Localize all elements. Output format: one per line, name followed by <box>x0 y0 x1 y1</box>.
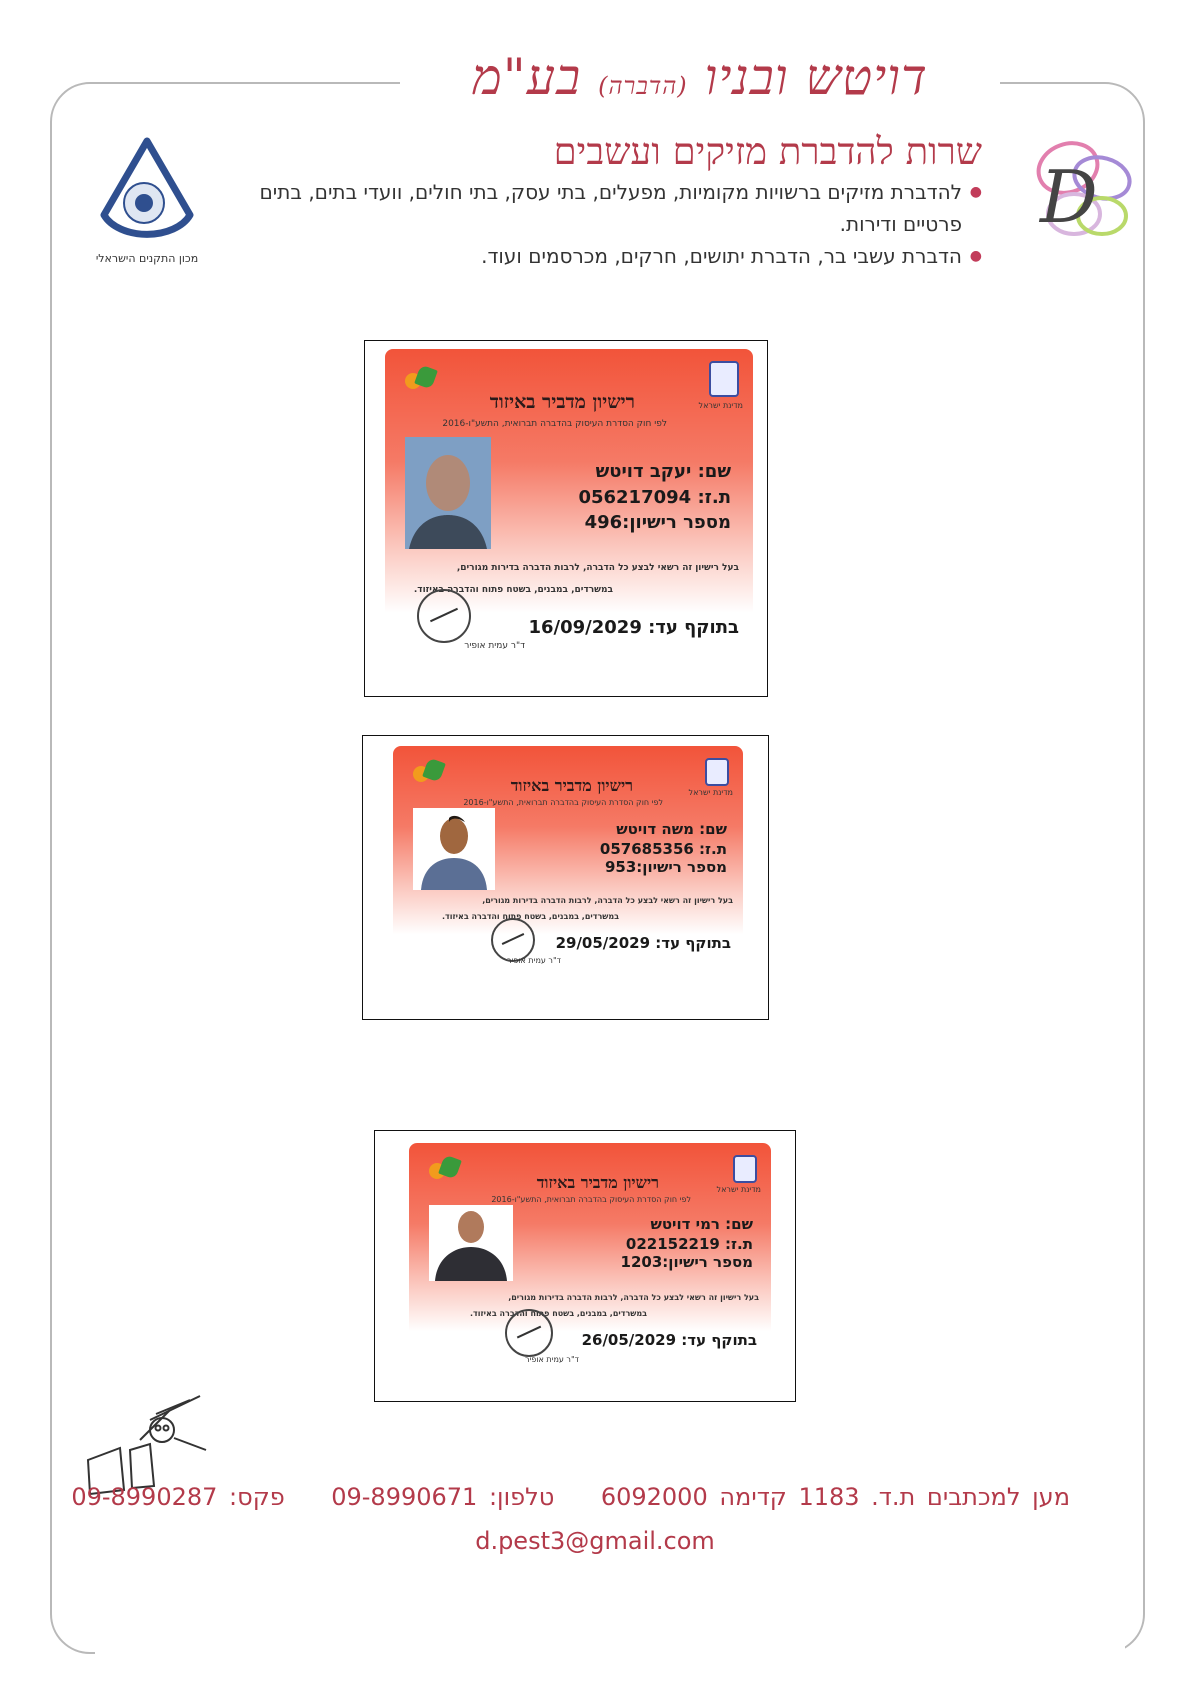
license-card <box>409 1143 771 1373</box>
footer-phone: טלפון: 09-8990671 <box>331 1483 555 1511</box>
standards-institute-logo <box>92 135 202 265</box>
footer-address: מען למכתבים ת.ד. 1183 קדימה 6092000 <box>600 1483 1070 1511</box>
card-title: רישיון מדביר באיזוד <box>489 391 635 413</box>
card-title: רישיון מדביר באיזוד <box>510 776 633 795</box>
holder-name: שם: רמי דויטש <box>650 1215 753 1233</box>
valid-until: בתוקף עד: 26/05/2029 <box>581 1331 757 1349</box>
service-item: ● הדברת עשבי בר, הדברת יתושים, חרקים, מכרסמים ועוד. <box>222 240 982 272</box>
footer-contact <box>71 1483 1070 1511</box>
valid-until: בתוקף עד: 16/09/2029 <box>528 617 739 638</box>
holder-photo <box>405 437 491 549</box>
card-title: רישיון מדביר באיזוד <box>536 1173 659 1192</box>
company-name <box>410 48 990 106</box>
footer-fax: פקס: 09-8990287 <box>71 1483 285 1511</box>
signer-name: ד"ר עמית אופיר <box>464 641 525 651</box>
holder-name: שם: יעקב דויטש <box>595 461 731 482</box>
ministry-logo-icon <box>423 1149 467 1189</box>
holder-id: ת.ז: 022152219 <box>625 1235 753 1253</box>
butterfly-logo-icon <box>1010 130 1140 250</box>
state-emblem-icon <box>709 361 739 397</box>
card-frame <box>364 340 768 697</box>
card-frame <box>362 735 769 1020</box>
card-note: בעל רישיון זה רשאי לבצע כל הדברה, לרבות הדברה בדירות מגורים, <box>508 1293 759 1302</box>
card-note: במשרדים, במבנים, בשטח פתוח והדברה באיזוד. <box>413 585 613 595</box>
service-list <box>222 176 982 272</box>
svg-text:D: D <box>1040 155 1098 239</box>
license-number: מספר רישיון:496 <box>584 512 731 533</box>
state-emblem-icon <box>705 758 729 786</box>
standards-logo-caption: מכון התקנים הישראלי <box>95 252 199 265</box>
card-note: במשרדים, במבנים, בשטח פתוח והדברה באיזוד. <box>441 912 619 921</box>
card-note: במשרדים, במבנים, בשטח פתוח והדברה באיזוד. <box>469 1309 647 1318</box>
holder-id: ת.ז: 056217094 <box>578 487 731 508</box>
holder-photo <box>429 1205 513 1281</box>
signer-name: ד"ר עמית אופיר <box>525 1355 579 1364</box>
frame-gap-bottom <box>95 1600 1125 1680</box>
license-card <box>385 349 753 671</box>
signer-name: ד"ר עמית אופיר <box>507 956 561 965</box>
card-subtitle: לפי חוק הסדרת העיסוק בהדברה תברואית, התשע"ו-2016 <box>442 419 667 429</box>
stamp-icon <box>505 1309 553 1357</box>
license-card <box>393 746 743 976</box>
state-label: מדינת ישראל <box>688 788 733 797</box>
holder-name: שם: משה דויטש <box>616 820 727 838</box>
service-item: ● להדברת מזיקים ברשויות מקומיות, מפעלים, בתי עסק, בתי חולים, וועדי בתים, בתים פרטיים ודירות. <box>222 176 982 240</box>
ministry-logo-icon <box>407 752 451 792</box>
valid-until: בתוקף עד: 29/05/2029 <box>555 934 731 952</box>
card-note: בעל רישיון זה רשאי לבצע כל הדברה, לרבות הדברה בדירות מגורים, <box>456 563 739 573</box>
footer-email[interactable]: d.pest3@gmail.com <box>475 1527 715 1555</box>
card-note: בעל רישיון זה רשאי לבצע כל הדברה, לרבות הדברה בדירות מגורים, <box>482 896 733 905</box>
stamp-icon <box>417 589 471 643</box>
state-label: מדינת ישראל <box>698 401 743 410</box>
license-number: מספר רישיון:953 <box>604 858 727 876</box>
holder-photo <box>413 808 495 890</box>
state-emblem-icon <box>733 1155 757 1183</box>
card-subtitle: לפי חוק הסדרת העיסוק בהדברה תברואית, התשע"ו-2016 <box>491 1195 691 1204</box>
state-label: מדינת ישראל <box>716 1185 761 1194</box>
company-name-suffix: בע"מ <box>472 48 582 106</box>
card-subtitle: לפי חוק הסדרת העיסוק בהדברה תברואית, התשע"ו-2016 <box>463 798 663 807</box>
standards-drop-icon <box>92 135 202 245</box>
service-title: שרות להדברת מזיקים ועשבים <box>553 130 982 173</box>
company-name-main: דויטש ובניו <box>704 48 928 106</box>
company-name-sub: (הדברה) <box>598 72 688 100</box>
card-frame <box>374 1130 796 1402</box>
ministry-logo-icon <box>399 359 443 399</box>
license-number: מספר רישיון:1203 <box>620 1253 753 1271</box>
holder-id: ת.ז: 057685356 <box>599 840 727 858</box>
